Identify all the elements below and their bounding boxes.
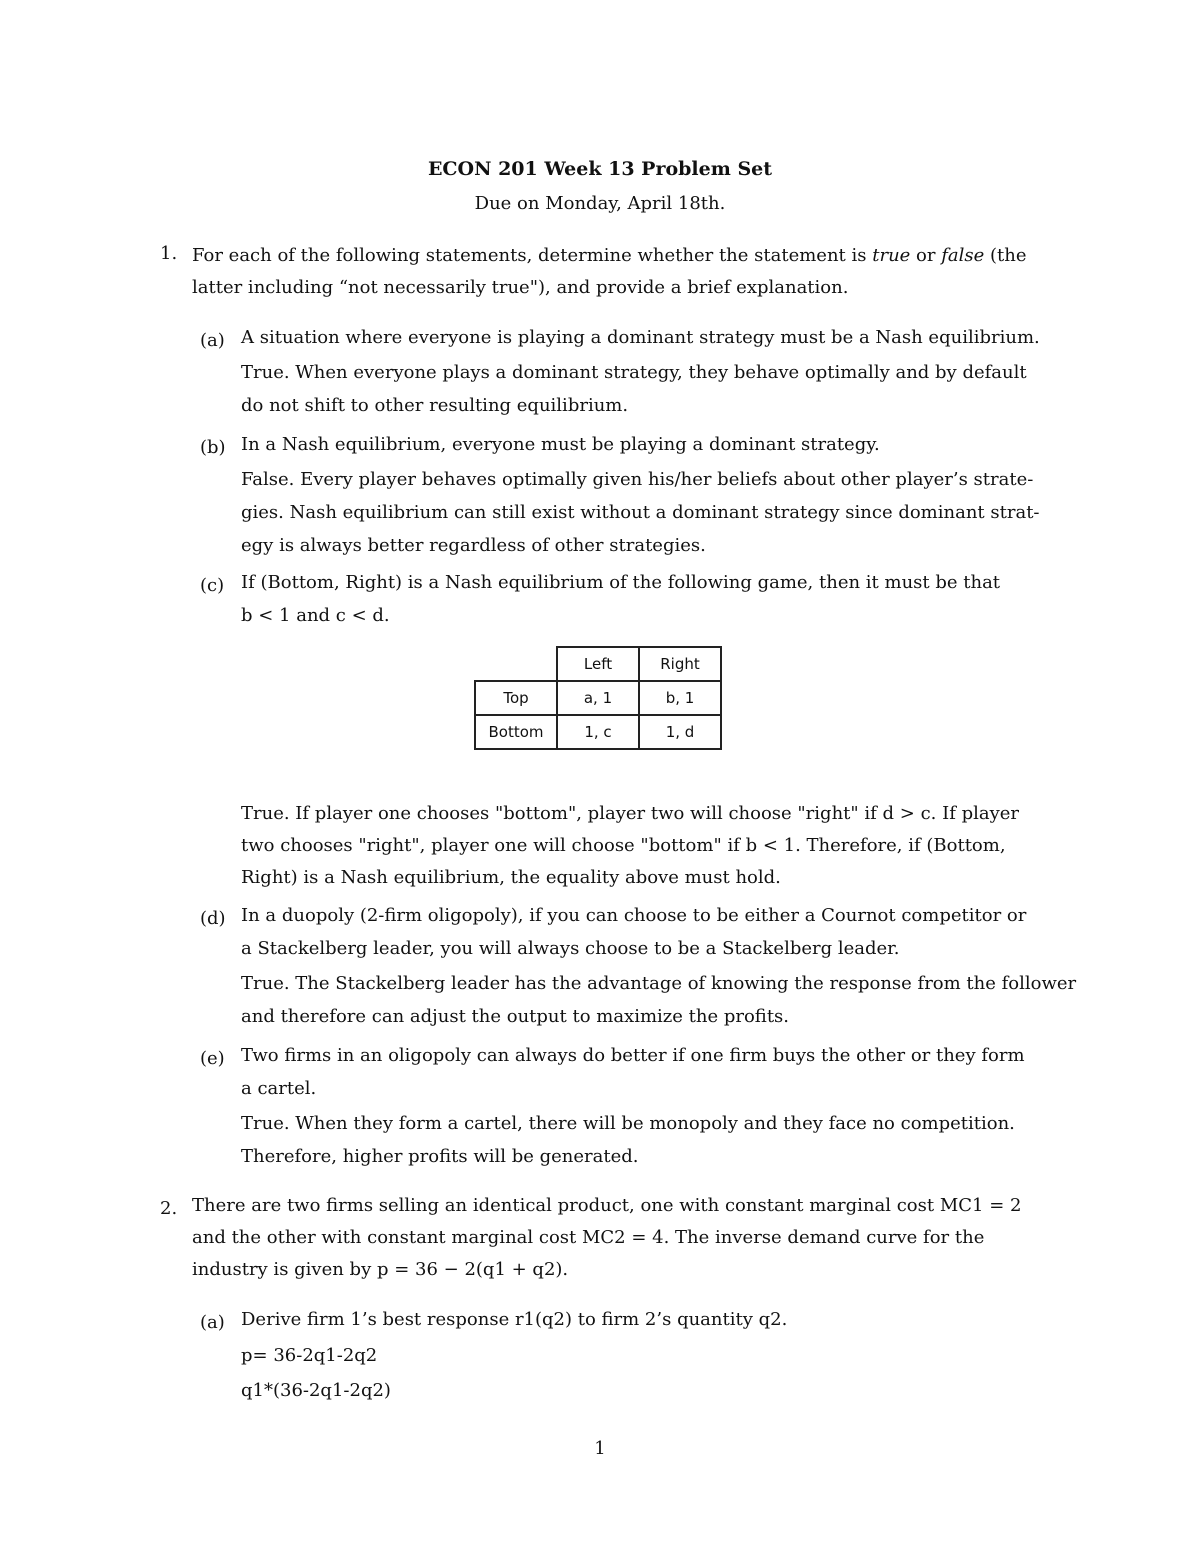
part-d-answer-line-1: True. The Stackelberg leader has the advantage of knowing the response from the follower [241,973,1077,994]
payoff-matrix-table [474,646,722,750]
part-d-answer-line-2: and therefore can adjust the output to maximize the profits. [241,1006,790,1027]
q2-part-a-statement: Derive firm 1’s best response r1(q2) to firm 2’s quantity q2. [241,1309,788,1330]
part-d-statement-line-1: In a duopoly (2-firm oligopoly), if you can choose to be either a Cournot competitor or [241,905,1027,926]
question-2-number: 2. [160,1198,178,1219]
question-1-intro-line-1: For each of the following statements, determine whether the statement is true or false (the [192,245,1027,266]
q2-part-a-work-line-2: q1*(36-2q1-2q2) [241,1380,391,1401]
cell-bottom-right: 1, d [639,715,721,749]
part-e-statement-line-1: Two firms in an oligopoly can always do better if one firm buys the other or they form [241,1045,1025,1066]
question-1-number: 1. [160,243,178,264]
q2-part-a-work-line-1: p= 36-2q1-2q2 [241,1345,378,1366]
question-1-intro-line-2: latter including “not necessarily true"), and provide a brief explanation. [192,277,849,298]
document-title: ECON 201 Week 13 Problem Set [427,158,773,180]
part-b-statement: In a Nash equilibrium, everyone must be playing a dominant strategy. [241,434,880,455]
part-b-answer-line-1: False. Every player behaves optimally given his/her beliefs about other player’s strate- [241,469,1034,490]
part-a-answer-line-2: do not shift to other resulting equilibrium. [241,395,629,416]
column-header-left: Left [557,647,639,681]
part-c-answer-line-1: True. If player one chooses "bottom", player two will choose "right" if d > c. If player [241,803,1020,824]
part-d-label: (d) [200,908,226,929]
cell-top-right: b, 1 [639,681,721,715]
column-header-right: Right [639,647,721,681]
part-e-answer-line-1: True. When they form a cartel, there will be monopoly and they face no competition. [241,1113,1015,1134]
part-a-answer-line-1: True. When everyone plays a dominant strategy, they behave optimally and by default [241,362,1027,383]
table-row [475,681,721,715]
part-b-answer-line-3: egy is always better regardless of other strategies. [241,535,706,556]
page-number: 1 [594,1438,606,1459]
question-2-line-2: and the other with constant marginal cost MC2 = 4. The inverse demand curve for the [192,1227,985,1248]
part-c-statement-line-1: If (Bottom, Right) is a Nash equilibrium of the following game, then it must be that [241,572,1001,593]
table-corner-cell [475,647,557,681]
part-a-label: (a) [200,330,225,351]
question-2-line-3: industry is given by p = 36 − 2(q1 + q2). [192,1259,569,1280]
part-e-answer-line-2: Therefore, higher profits will be generated. [241,1146,639,1167]
part-c-statement-line-2: b < 1 and c < d. [241,605,390,626]
q2-part-a-label: (a) [200,1312,225,1333]
table-header-row [475,647,721,681]
cell-top-left: a, 1 [557,681,639,715]
cell-bottom-left: 1, c [557,715,639,749]
table-row [475,715,721,749]
row-header-top: Top [475,681,557,715]
question-2-line-1: There are two firms selling an identical product, one with constant marginal cost MC1 = 2 [192,1195,1022,1216]
row-header-bottom: Bottom [475,715,557,749]
due-date: Due on Monday, April 18th. [474,193,726,214]
part-a-statement: A situation where everyone is playing a dominant strategy must be a Nash equilibrium. [241,327,1040,348]
part-b-answer-line-2: gies. Nash equilibrium can still exist without a dominant strategy since dominant strat- [241,502,1040,523]
part-c-answer-line-2: two chooses "right", player one will choose "bottom" if b < 1. Therefore, if (Bottom, [241,835,1006,856]
part-c-label: (c) [200,575,225,596]
part-e-statement-line-2: a cartel. [241,1078,317,1099]
part-b-label: (b) [200,437,226,458]
part-e-label: (e) [200,1048,225,1069]
part-c-answer-line-3: Right) is a Nash equilibrium, the equality above must hold. [241,867,781,888]
part-d-statement-line-2: a Stackelberg leader, you will always choose to be a Stackelberg leader. [241,938,900,959]
